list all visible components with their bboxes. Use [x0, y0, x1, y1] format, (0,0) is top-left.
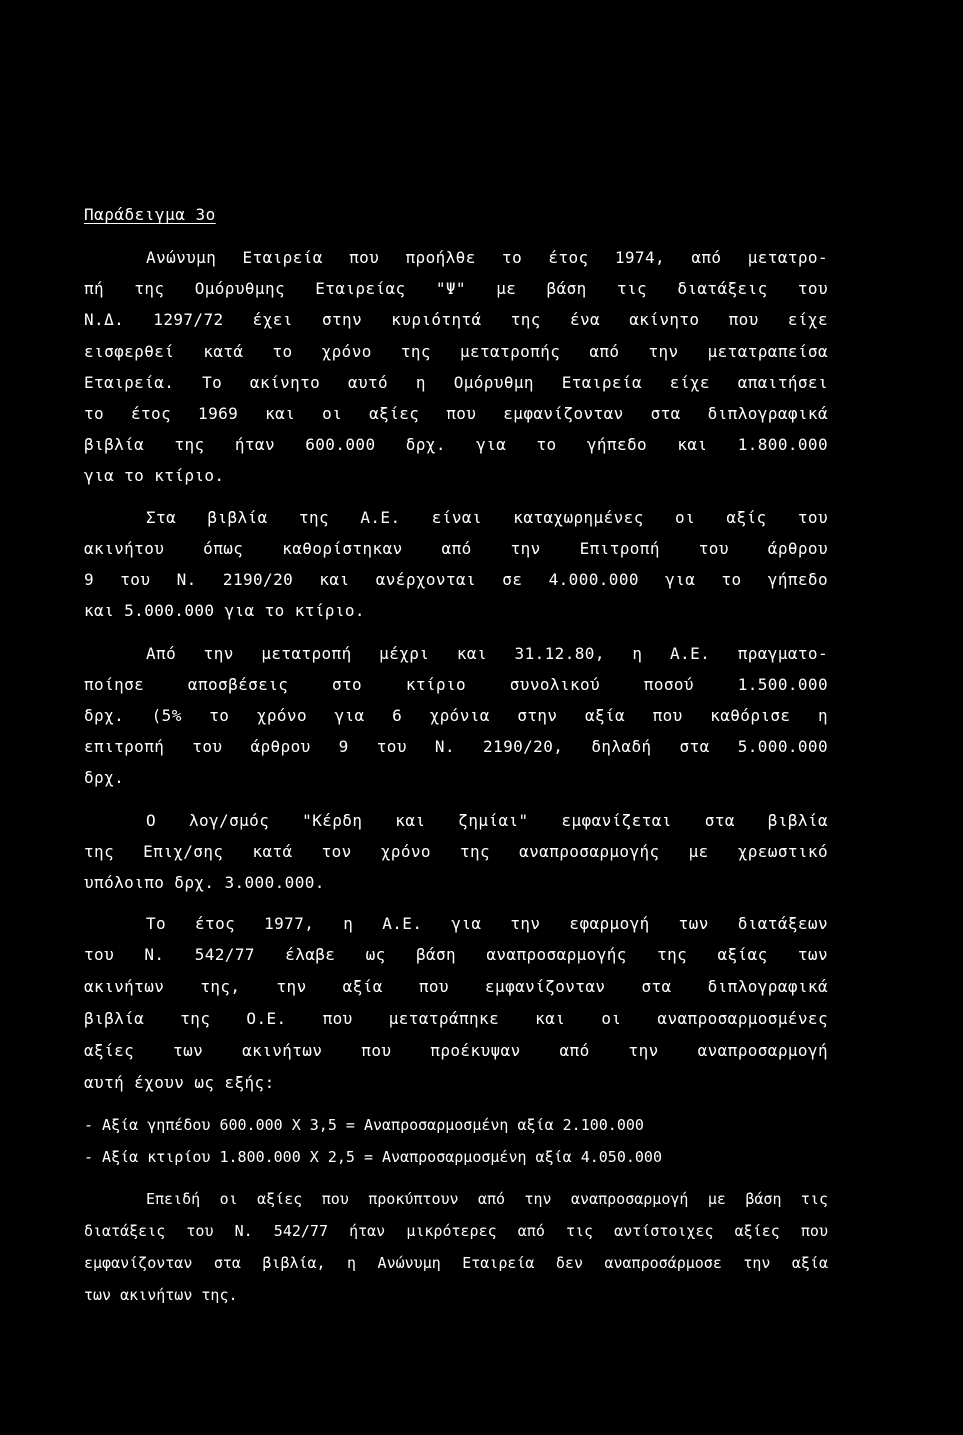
paragraph-1-line-3: Ν.Δ. 1297/72 έχει στην κυριότητά της ένα ακίνητο που είχε [84, 310, 828, 329]
paragraph-5-line-2: του Ν. 542/77 έλαβε ως βάση αναπροσαρμογής της αξίας των [84, 945, 828, 964]
paragraph-3-line-5: δρχ. [84, 768, 125, 787]
paragraph-4-line-3: υπόλοιπο δρχ. 3.000.000. [84, 873, 325, 892]
paragraph-2-line-1: Στα βιβλία της Α.Ε. είναι καταχωρημένες οι αξίς του [146, 508, 828, 527]
paragraph-7-line-3: εμφανίζονταν στα βιβλία, η Ανώνυμη Εταιρεία δεν αναπροσάρμοσε την αξία [84, 1254, 828, 1272]
paragraph-3-line-2: ποίησε αποσβέσεις στο κτίριο συνολικού ποσού 1.500.000 [84, 675, 828, 694]
paragraph-1-line-2: πή της Ομόρυθμης Εταιρείας "Ψ" με βάση τις διατάξεις του [84, 279, 828, 298]
paragraph-5-line-4: βιβλία της Ο.Ε. που μετατράπηκε και οι αναπροσαρμοσμένες [84, 1009, 828, 1028]
paragraph-5-line-3: ακινήτων της, την αξία που εμφανίζονταν στα διπλογραφικά [84, 977, 828, 996]
paragraph-3-line-3: δρχ. (5% το χρόνο για 6 χρόνια στην αξία που καθόρισε η [84, 706, 828, 725]
paragraph-1-line-7: βιβλία της ήταν 600.000 δρχ. για το γήπεδο και 1.800.000 [84, 435, 828, 454]
paragraph-3-line-4: επιτροπή του άρθρου 9 του Ν. 2190/20, δηλαδή στα 5.000.000 [84, 737, 828, 756]
land-valuation-line: - Αξία γηπέδου 600.000 Χ 3,5 = Αναπροσαρμοσμένη αξία 2.100.000 [84, 1116, 644, 1134]
paragraph-1-line-5: Εταιρεία. Το ακίνητο αυτό η Ομόρυθμη Εταιρεία είχε απαιτήσει [84, 373, 828, 392]
paragraph-1-line-6: το έτος 1969 και οι αξίες που εμφανίζονταν στα διπλογραφικά [84, 404, 828, 423]
paragraph-1-line-1: Ανώνυμη Εταιρεία που προήλθε το έτος 1974, από μετατρο- [146, 248, 828, 267]
example-heading: Παράδειγμα 3ο [84, 205, 216, 224]
paragraph-5-line-6: αυτή έχουν ως εξής: [84, 1073, 275, 1092]
paragraph-1-line-8: για το κτίριο. [84, 466, 225, 485]
paragraph-2-line-4: και 5.000.000 για το κτίριο. [84, 601, 365, 620]
paragraph-7-line-4: των ακινήτων της. [84, 1286, 238, 1304]
paragraph-7-line-2: διατάξεις του Ν. 542/77 ήταν μικρότερες από τις αντίστοιχες αξίες που [84, 1222, 828, 1240]
paragraph-1-line-4: εισφερθεί κατά το χρόνο της μετατροπής από την μετατραπείσα [84, 342, 828, 361]
paragraph-3-line-1: Από την μετατροπή μέχρι και 31.12.80, η Α.Ε. πραγματο- [146, 644, 828, 663]
paragraph-2-line-2: ακινήτου όπως καθορίστηκαν από την Επιτροπή του άρθρου [84, 539, 828, 558]
building-valuation-line: - Αξία κτιρίου 1.800.000 Χ 2,5 = Αναπροσαρμοσμένη αξία 4.050.000 [84, 1148, 662, 1166]
paragraph-4-line-1: Ο λογ/σμός "Κέρδη και ζημίαι" εμφανίζεται στα βιβλία [146, 811, 828, 830]
paragraph-5-line-1: Το έτος 1977, η Α.Ε. για την εφαρμογή των διατάξεων [146, 914, 828, 933]
paragraph-7-line-1: Επειδή οι αξίες που προκύπτουν από την αναπροσαρμογή με βάση τις [146, 1190, 828, 1208]
paragraph-2-line-3: 9 του Ν. 2190/20 και ανέρχονται σε 4.000.000 για το γήπεδο [84, 570, 828, 589]
paragraph-5-line-5: αξίες των ακινήτων που προέκυψαν από την αναπροσαρμογή [84, 1041, 828, 1060]
paragraph-4-line-2: της Επιχ/σης κατά τον χρόνο της αναπροσαρμογής με χρεωστικό [84, 842, 828, 861]
